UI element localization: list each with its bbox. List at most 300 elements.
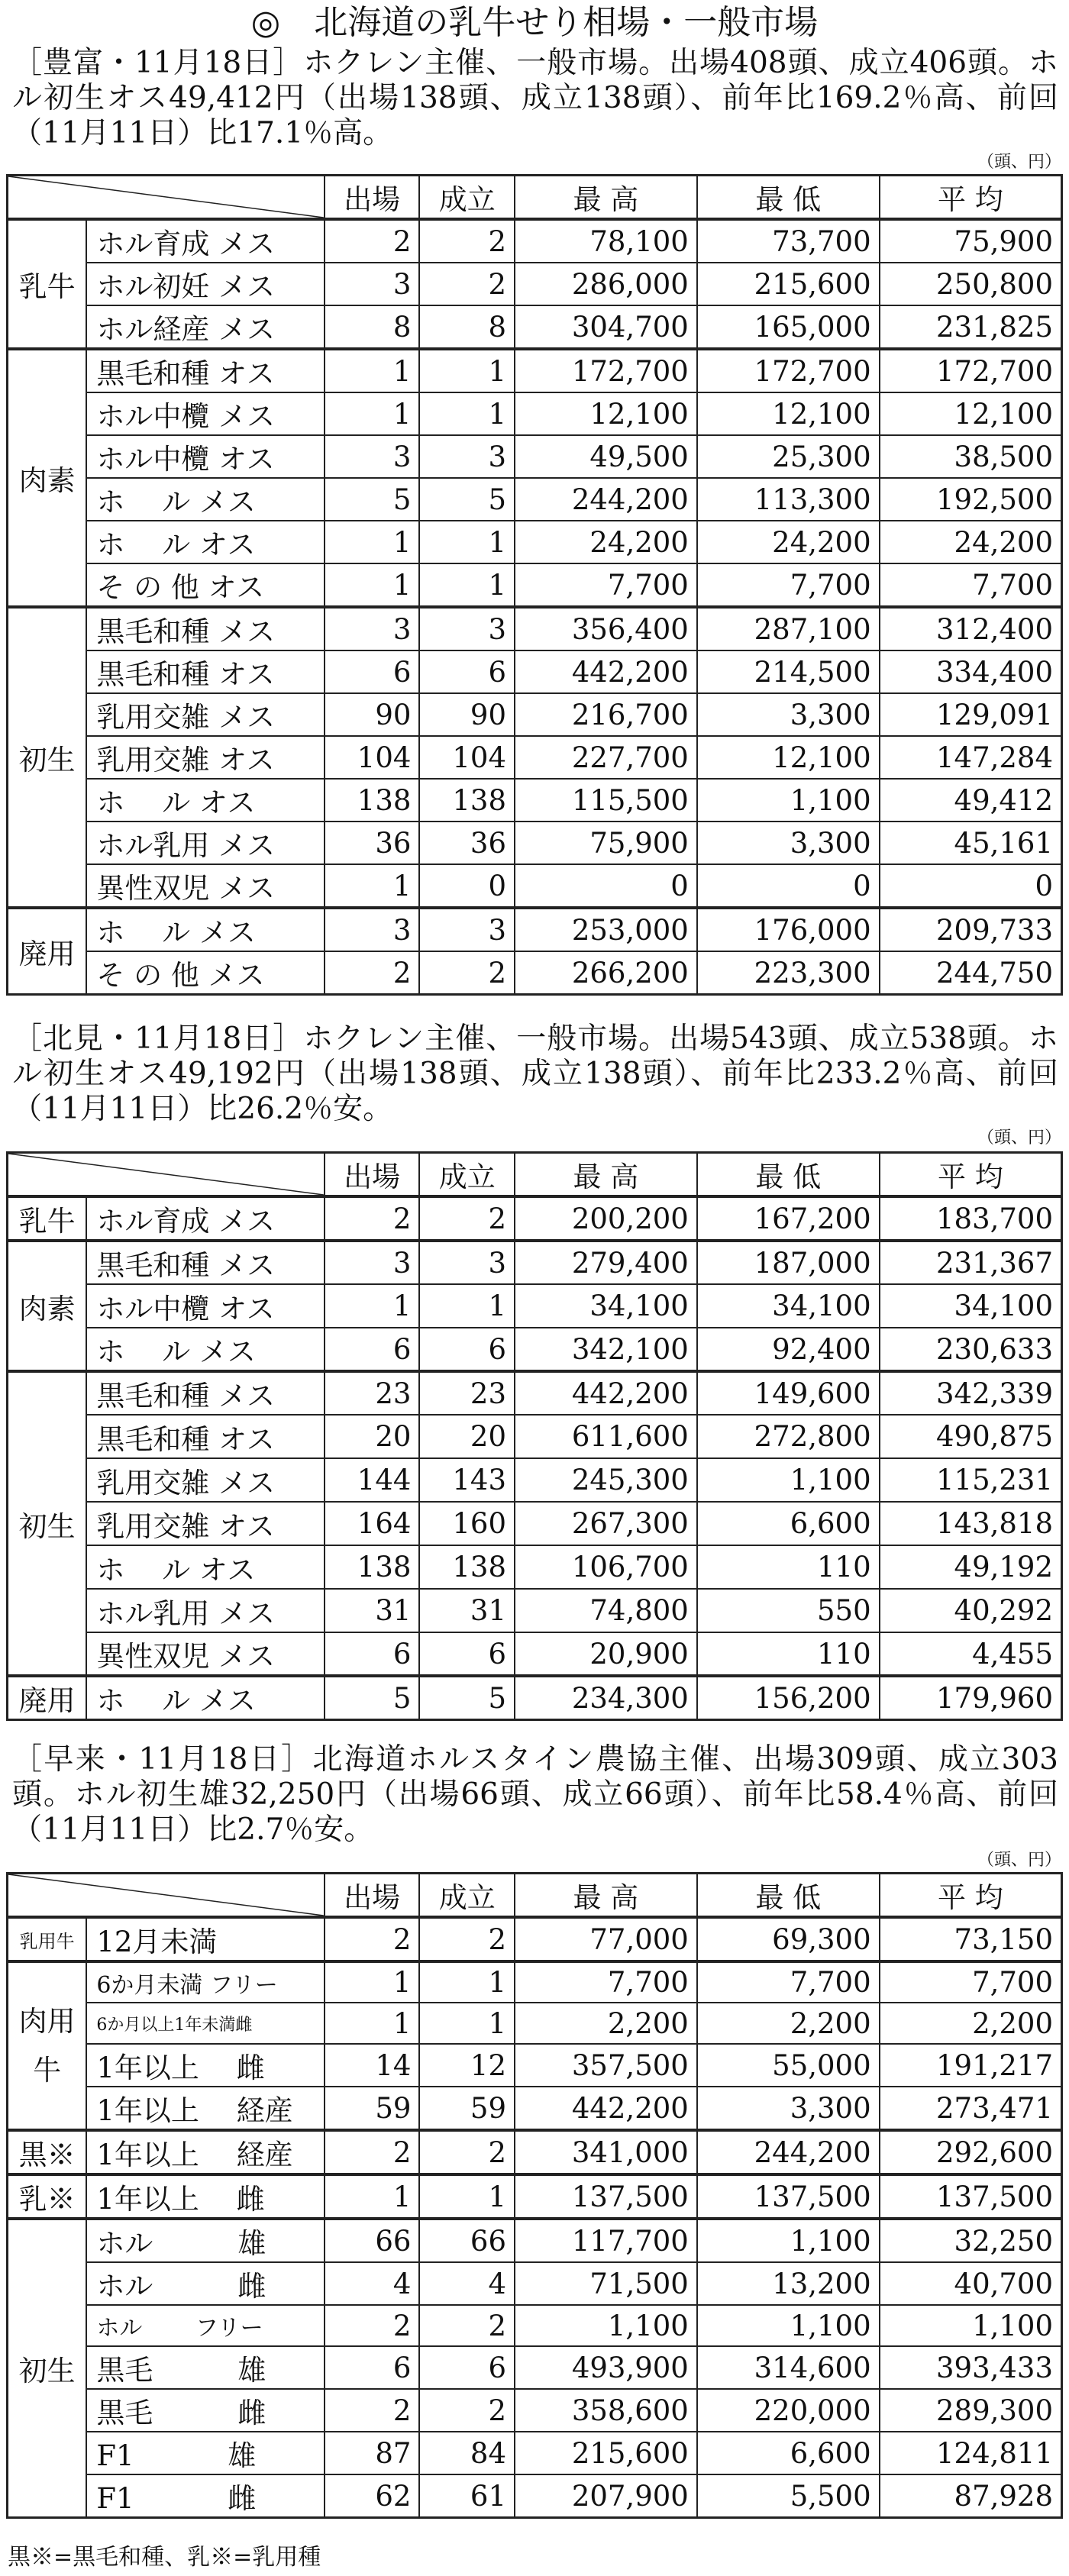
table-row: [8, 908, 1062, 951]
category-cell: 初生: [8, 1371, 87, 1676]
sold-cell: 3: [419, 607, 515, 650]
high-cell: 286,000: [515, 263, 697, 305]
entered-cell: 2: [325, 2389, 420, 2432]
category-cell: 乳用牛: [8, 1917, 87, 1961]
avg-cell: 192,500: [880, 478, 1062, 521]
breed-cell: 異性双児 メス: [86, 1632, 325, 1676]
table-row: [8, 2087, 1062, 2130]
sold-cell: 36: [419, 822, 515, 864]
low-cell: 156,200: [697, 1676, 880, 1720]
sold-cell: 1: [419, 563, 515, 607]
sold-cell: 2: [419, 2305, 515, 2346]
low-cell: 69,300: [697, 1917, 880, 1961]
avg-cell: 137,500: [880, 2174, 1062, 2219]
column-header: 出場: [325, 176, 420, 220]
avg-cell: 342,339: [880, 1371, 1062, 1415]
sold-cell: 2: [419, 2130, 515, 2174]
table-row: [8, 2003, 1062, 2044]
entered-cell: 3: [325, 1241, 420, 1284]
low-cell: 6,600: [697, 2432, 880, 2474]
unit-label: （頭、円）: [977, 1851, 1061, 1870]
breed-cell: ホル中欖 オス: [86, 1284, 325, 1328]
breed-cell: ホル乳用 メス: [86, 822, 325, 864]
low-cell: 5,500: [697, 2474, 880, 2518]
low-cell: 172,700: [697, 349, 880, 392]
breed-cell: 黒毛和種 オス: [86, 1415, 325, 1458]
market-table-toyotomi: [6, 174, 1063, 996]
unit-label: （頭、円）: [977, 1128, 1061, 1148]
table-row: [8, 521, 1062, 563]
low-cell: 0: [697, 864, 880, 908]
table-row: [8, 864, 1062, 908]
category-cell: 肉用牛: [8, 1961, 87, 2130]
column-header: 最 低: [697, 176, 880, 220]
high-cell: 244,200: [515, 478, 697, 521]
table-row: [8, 951, 1062, 995]
table-row: [8, 1961, 1062, 2003]
entered-cell: 3: [325, 908, 420, 951]
low-cell: 12,100: [697, 392, 880, 435]
avg-cell: 7,700: [880, 563, 1062, 607]
page-title: ◎ 北海道の乳牛せり相場・一般市場: [250, 3, 819, 42]
sold-cell: 1: [419, 392, 515, 435]
breed-cell: ホル フリー: [86, 2305, 325, 2346]
avg-cell: 75,900: [880, 219, 1062, 263]
entered-cell: 2: [325, 2130, 420, 2174]
breed-cell: ホ ル オス: [86, 521, 325, 563]
entered-cell: 1: [325, 521, 420, 563]
entered-cell: 36: [325, 822, 420, 864]
column-header: 出場: [325, 1874, 420, 1918]
low-cell: 187,000: [697, 1241, 880, 1284]
table-row: [8, 2174, 1062, 2219]
sold-cell: 104: [419, 736, 515, 779]
table-row: [8, 1241, 1062, 1284]
entered-cell: 164: [325, 1502, 420, 1545]
column-header: 成立: [419, 1153, 515, 1197]
high-cell: 358,600: [515, 2389, 697, 2432]
high-cell: 12,100: [515, 392, 697, 435]
table-row: [8, 1371, 1062, 1415]
low-cell: 244,200: [697, 2130, 880, 2174]
table-row: [8, 1458, 1062, 1502]
table-row: [8, 2346, 1062, 2389]
low-cell: 550: [697, 1589, 880, 1632]
category-cell: 初生: [8, 607, 87, 908]
breed-cell: ホル初妊 メス: [86, 263, 325, 305]
avg-cell: 2,200: [880, 2003, 1062, 2044]
high-cell: 493,900: [515, 2346, 697, 2389]
high-cell: 227,700: [515, 736, 697, 779]
high-cell: 0: [515, 864, 697, 908]
low-cell: 110: [697, 1545, 880, 1589]
breed-cell: そ の 他 オス: [86, 563, 325, 607]
sold-cell: 1: [419, 349, 515, 392]
sold-cell: 23: [419, 1371, 515, 1415]
sold-cell: 3: [419, 1241, 515, 1284]
high-cell: 245,300: [515, 1458, 697, 1502]
avg-cell: 4,455: [880, 1632, 1062, 1676]
sold-cell: 5: [419, 1676, 515, 1720]
high-cell: 200,200: [515, 1196, 697, 1241]
footnote: 黒※=黒毛和種、乳※=乳用種: [8, 2544, 321, 2571]
breed-cell: ホル中欖 オス: [86, 435, 325, 478]
low-cell: 34,100: [697, 1284, 880, 1328]
entered-cell: 59: [325, 2087, 420, 2130]
market-intro-toyotomi: ［豊富・11月18日］ホクレン主催、一般市場。出場408頭、成立406頭。ホル初生オス49,412円（出場138頭、成立138頭）、前年比169.2％高、前回（11月11日）比17.1％高。: [12, 46, 1058, 150]
sold-cell: 160: [419, 1502, 515, 1545]
breed-cell: 乳用交雑 オス: [86, 736, 325, 779]
avg-cell: 129,091: [880, 693, 1062, 736]
category-cell: 肉素: [8, 349, 87, 607]
high-cell: 78,100: [515, 219, 697, 263]
high-cell: 215,600: [515, 2432, 697, 2474]
category-cell: 初生: [8, 2219, 87, 2518]
avg-cell: 231,825: [880, 305, 1062, 349]
header-corner: [8, 1153, 325, 1197]
category-cell: 乳※: [8, 2174, 87, 2219]
avg-cell: 34,100: [880, 1284, 1062, 1328]
avg-cell: 244,750: [880, 951, 1062, 995]
high-cell: 356,400: [515, 607, 697, 650]
avg-cell: 231,367: [880, 1241, 1062, 1284]
avg-cell: 49,192: [880, 1545, 1062, 1589]
sold-cell: 6: [419, 1328, 515, 1371]
market-intro-hayakita: ［早来・11月18日］北海道ホルスタイン農協主催、出場309頭、成立303頭。ホル初生雄32,250円（出場66頭、成立66頭）、前年比58.4％高、前回（11月11日）比2.7％安。: [12, 1742, 1058, 1847]
entered-cell: 1: [325, 392, 420, 435]
table-row: [8, 263, 1062, 305]
table-row: [8, 392, 1062, 435]
low-cell: 272,800: [697, 1415, 880, 1458]
entered-cell: 6: [325, 1632, 420, 1676]
high-cell: 172,700: [515, 349, 697, 392]
low-cell: 55,000: [697, 2044, 880, 2087]
low-cell: 3,300: [697, 2087, 880, 2130]
table-row: [8, 563, 1062, 607]
high-cell: 106,700: [515, 1545, 697, 1589]
breed-cell: 黒毛和種 オス: [86, 650, 325, 693]
entered-cell: 1: [325, 563, 420, 607]
breed-cell: 1年以上 雌: [86, 2174, 325, 2219]
entered-cell: 8: [325, 305, 420, 349]
breed-cell: ホル乳用 メス: [86, 1589, 325, 1632]
sold-cell: 2: [419, 1196, 515, 1241]
breed-cell: 6か月以上1年未満雌: [86, 2003, 325, 2044]
category-cell: 乳牛: [8, 1196, 87, 1241]
high-cell: 611,600: [515, 1415, 697, 1458]
breed-cell: 黒毛和種 メス: [86, 607, 325, 650]
avg-cell: 191,217: [880, 2044, 1062, 2087]
table-row: [8, 2044, 1062, 2087]
sold-cell: 31: [419, 1589, 515, 1632]
low-cell: 1,100: [697, 1458, 880, 1502]
high-cell: 207,900: [515, 2474, 697, 2518]
sold-cell: 1: [419, 1961, 515, 2003]
entered-cell: 20: [325, 1415, 420, 1458]
low-cell: 3,300: [697, 693, 880, 736]
low-cell: 73,700: [697, 219, 880, 263]
market-table-kitami: [6, 1151, 1063, 1721]
avg-cell: 32,250: [880, 2219, 1062, 2262]
high-cell: 117,700: [515, 2219, 697, 2262]
avg-cell: 40,292: [880, 1589, 1062, 1632]
low-cell: 215,600: [697, 263, 880, 305]
breed-cell: 1年以上 雌: [86, 2044, 325, 2087]
high-cell: 7,700: [515, 1961, 697, 2003]
table-row: [8, 1196, 1062, 1241]
unit-label: （頭、円）: [977, 153, 1061, 172]
breed-cell: 1年以上 経産: [86, 2087, 325, 2130]
breed-cell: ホル 雌: [86, 2262, 325, 2305]
sold-cell: 3: [419, 908, 515, 951]
avg-cell: 490,875: [880, 1415, 1062, 1458]
avg-cell: 0: [880, 864, 1062, 908]
sold-cell: 138: [419, 779, 515, 822]
table-row: [8, 2305, 1062, 2346]
breed-cell: ホ ル メス: [86, 908, 325, 951]
sold-cell: 1: [419, 2003, 515, 2044]
avg-cell: 230,633: [880, 1328, 1062, 1371]
entered-cell: 3: [325, 263, 420, 305]
breed-cell: 黒毛 雄: [86, 2346, 325, 2389]
entered-cell: 138: [325, 779, 420, 822]
category-cell: 乳牛: [8, 219, 87, 349]
category-cell: 廃用: [8, 908, 87, 995]
table-row: [8, 2389, 1062, 2432]
sold-cell: 1: [419, 1284, 515, 1328]
avg-cell: 292,600: [880, 2130, 1062, 2174]
avg-cell: 143,818: [880, 1502, 1062, 1545]
market-table-hayakita: [6, 1872, 1063, 2519]
sold-cell: 61: [419, 2474, 515, 2518]
table-row: [8, 349, 1062, 392]
table-row: [8, 779, 1062, 822]
breed-cell: F1 雄: [86, 2432, 325, 2474]
sold-cell: 2: [419, 951, 515, 995]
low-cell: 165,000: [697, 305, 880, 349]
avg-cell: 40,700: [880, 2262, 1062, 2305]
sold-cell: 1: [419, 521, 515, 563]
entered-cell: 4: [325, 2262, 420, 2305]
high-cell: 442,200: [515, 2087, 697, 2130]
entered-cell: 144: [325, 1458, 420, 1502]
table-row: [8, 693, 1062, 736]
breed-cell: 乳用交雑 メス: [86, 1458, 325, 1502]
avg-cell: 38,500: [880, 435, 1062, 478]
table-row: [8, 736, 1062, 779]
low-cell: 1,100: [697, 2219, 880, 2262]
breed-cell: ホ ル メス: [86, 478, 325, 521]
column-header: 出場: [325, 1153, 420, 1197]
avg-cell: 49,412: [880, 779, 1062, 822]
high-cell: 279,400: [515, 1241, 697, 1284]
sold-cell: 5: [419, 478, 515, 521]
breed-cell: F1 雌: [86, 2474, 325, 2518]
sold-cell: 90: [419, 693, 515, 736]
sold-cell: 6: [419, 2346, 515, 2389]
high-cell: 2,200: [515, 2003, 697, 2044]
high-cell: 7,700: [515, 563, 697, 607]
low-cell: 92,400: [697, 1328, 880, 1371]
header-corner: [8, 176, 325, 220]
breed-cell: 12月未満: [86, 1917, 325, 1961]
high-cell: 253,000: [515, 908, 697, 951]
breed-cell: ホル中欖 メス: [86, 392, 325, 435]
table-row: [8, 2474, 1062, 2518]
breed-cell: そ の 他 メス: [86, 951, 325, 995]
entered-cell: 6: [325, 1328, 420, 1371]
high-cell: 34,100: [515, 1284, 697, 1328]
table-row: [8, 219, 1062, 263]
entered-cell: 2: [325, 951, 420, 995]
high-cell: 24,200: [515, 521, 697, 563]
entered-cell: 138: [325, 1545, 420, 1589]
column-header: 最 高: [515, 1874, 697, 1918]
avg-cell: 24,200: [880, 521, 1062, 563]
high-cell: 266,200: [515, 951, 697, 995]
entered-cell: 1: [325, 864, 420, 908]
avg-cell: 147,284: [880, 736, 1062, 779]
low-cell: 1,100: [697, 779, 880, 822]
category-cell: 肉素: [8, 1241, 87, 1371]
avg-cell: 273,471: [880, 2087, 1062, 2130]
entered-cell: 2: [325, 1917, 420, 1961]
high-cell: 442,200: [515, 650, 697, 693]
low-cell: 24,200: [697, 521, 880, 563]
entered-cell: 2: [325, 1196, 420, 1241]
high-cell: 1,100: [515, 2305, 697, 2346]
breed-cell: 1年以上 経産: [86, 2130, 325, 2174]
entered-cell: 1: [325, 1961, 420, 2003]
avg-cell: 87,928: [880, 2474, 1062, 2518]
low-cell: 3,300: [697, 822, 880, 864]
entered-cell: 1: [325, 1284, 420, 1328]
sold-cell: 84: [419, 2432, 515, 2474]
table-row: [8, 607, 1062, 650]
high-cell: 216,700: [515, 693, 697, 736]
avg-cell: 250,800: [880, 263, 1062, 305]
breed-cell: ホル育成 メス: [86, 1196, 325, 1241]
avg-cell: 45,161: [880, 822, 1062, 864]
high-cell: 341,000: [515, 2130, 697, 2174]
column-header: 成立: [419, 176, 515, 220]
breed-cell: 黒毛和種 オス: [86, 349, 325, 392]
high-cell: 137,500: [515, 2174, 697, 2219]
table-row: [8, 2219, 1062, 2262]
breed-cell: ホ ル メス: [86, 1328, 325, 1371]
sold-cell: 138: [419, 1545, 515, 1589]
entered-cell: 2: [325, 2305, 420, 2346]
breed-cell: ホ ル メス: [86, 1676, 325, 1720]
table-row: [8, 435, 1062, 478]
column-header: 最 低: [697, 1153, 880, 1197]
entered-cell: 62: [325, 2474, 420, 2518]
table-row: [8, 822, 1062, 864]
high-cell: 49,500: [515, 435, 697, 478]
avg-cell: 1,100: [880, 2305, 1062, 2346]
breed-cell: ホル経産 メス: [86, 305, 325, 349]
high-cell: 304,700: [515, 305, 697, 349]
entered-cell: 3: [325, 435, 420, 478]
column-header: 最 高: [515, 176, 697, 220]
breed-cell: 異性双児 メス: [86, 864, 325, 908]
column-header: 最 低: [697, 1874, 880, 1918]
sold-cell: 8: [419, 305, 515, 349]
low-cell: 7,700: [697, 1961, 880, 2003]
breed-cell: 乳用交雑 オス: [86, 1502, 325, 1545]
low-cell: 214,500: [697, 650, 880, 693]
low-cell: 149,600: [697, 1371, 880, 1415]
high-cell: 20,900: [515, 1632, 697, 1676]
high-cell: 357,500: [515, 2044, 697, 2087]
breed-cell: 黒毛和種 メス: [86, 1241, 325, 1284]
table-row: [8, 1676, 1062, 1720]
avg-cell: 73,150: [880, 1917, 1062, 1961]
category-cell: 廃用: [8, 1676, 87, 1720]
sold-cell: 2: [419, 219, 515, 263]
sold-cell: 6: [419, 650, 515, 693]
breed-cell: ホ ル オス: [86, 779, 325, 822]
entered-cell: 14: [325, 2044, 420, 2087]
avg-cell: 7,700: [880, 1961, 1062, 2003]
column-header: 平 均: [880, 176, 1062, 220]
category-cell: 黒※: [8, 2130, 87, 2174]
market-intro-kitami: ［北見・11月18日］ホクレン主催、一般市場。出場543頭、成立538頭。ホル初生オス49,192円（出場138頭、成立138頭）、前年比233.2％高、前回（11月11日）比26.2％安。: [12, 1022, 1058, 1126]
entered-cell: 66: [325, 2219, 420, 2262]
entered-cell: 1: [325, 2174, 420, 2219]
entered-cell: 31: [325, 1589, 420, 1632]
high-cell: 267,300: [515, 1502, 697, 1545]
table-row: [8, 305, 1062, 349]
low-cell: 176,000: [697, 908, 880, 951]
low-cell: 110: [697, 1632, 880, 1676]
column-header: 平 均: [880, 1874, 1062, 1918]
avg-cell: 209,733: [880, 908, 1062, 951]
table-row: [8, 1502, 1062, 1545]
avg-cell: 183,700: [880, 1196, 1062, 1241]
entered-cell: 1: [325, 349, 420, 392]
avg-cell: 172,700: [880, 349, 1062, 392]
entered-cell: 5: [325, 478, 420, 521]
high-cell: 442,200: [515, 1371, 697, 1415]
table-row: [8, 1415, 1062, 1458]
avg-cell: 312,400: [880, 607, 1062, 650]
column-header: 平 均: [880, 1153, 1062, 1197]
avg-cell: 334,400: [880, 650, 1062, 693]
breed-cell: 黒毛和種 メス: [86, 1371, 325, 1415]
sold-cell: 1: [419, 2174, 515, 2219]
avg-cell: 393,433: [880, 2346, 1062, 2389]
breed-cell: 6か月未満 フリー: [86, 1961, 325, 2003]
avg-cell: 289,300: [880, 2389, 1062, 2432]
high-cell: 234,300: [515, 1676, 697, 1720]
sold-cell: 143: [419, 1458, 515, 1502]
high-cell: 342,100: [515, 1328, 697, 1371]
low-cell: 137,500: [697, 2174, 880, 2219]
table-row: [8, 1632, 1062, 1676]
breed-cell: ホル育成 メス: [86, 219, 325, 263]
table-row: [8, 2432, 1062, 2474]
table-row: [8, 2130, 1062, 2174]
high-cell: 75,900: [515, 822, 697, 864]
high-cell: 77,000: [515, 1917, 697, 1961]
low-cell: 6,600: [697, 1502, 880, 1545]
high-cell: 74,800: [515, 1589, 697, 1632]
low-cell: 314,600: [697, 2346, 880, 2389]
table-row: [8, 650, 1062, 693]
entered-cell: 23: [325, 1371, 420, 1415]
sold-cell: 0: [419, 864, 515, 908]
